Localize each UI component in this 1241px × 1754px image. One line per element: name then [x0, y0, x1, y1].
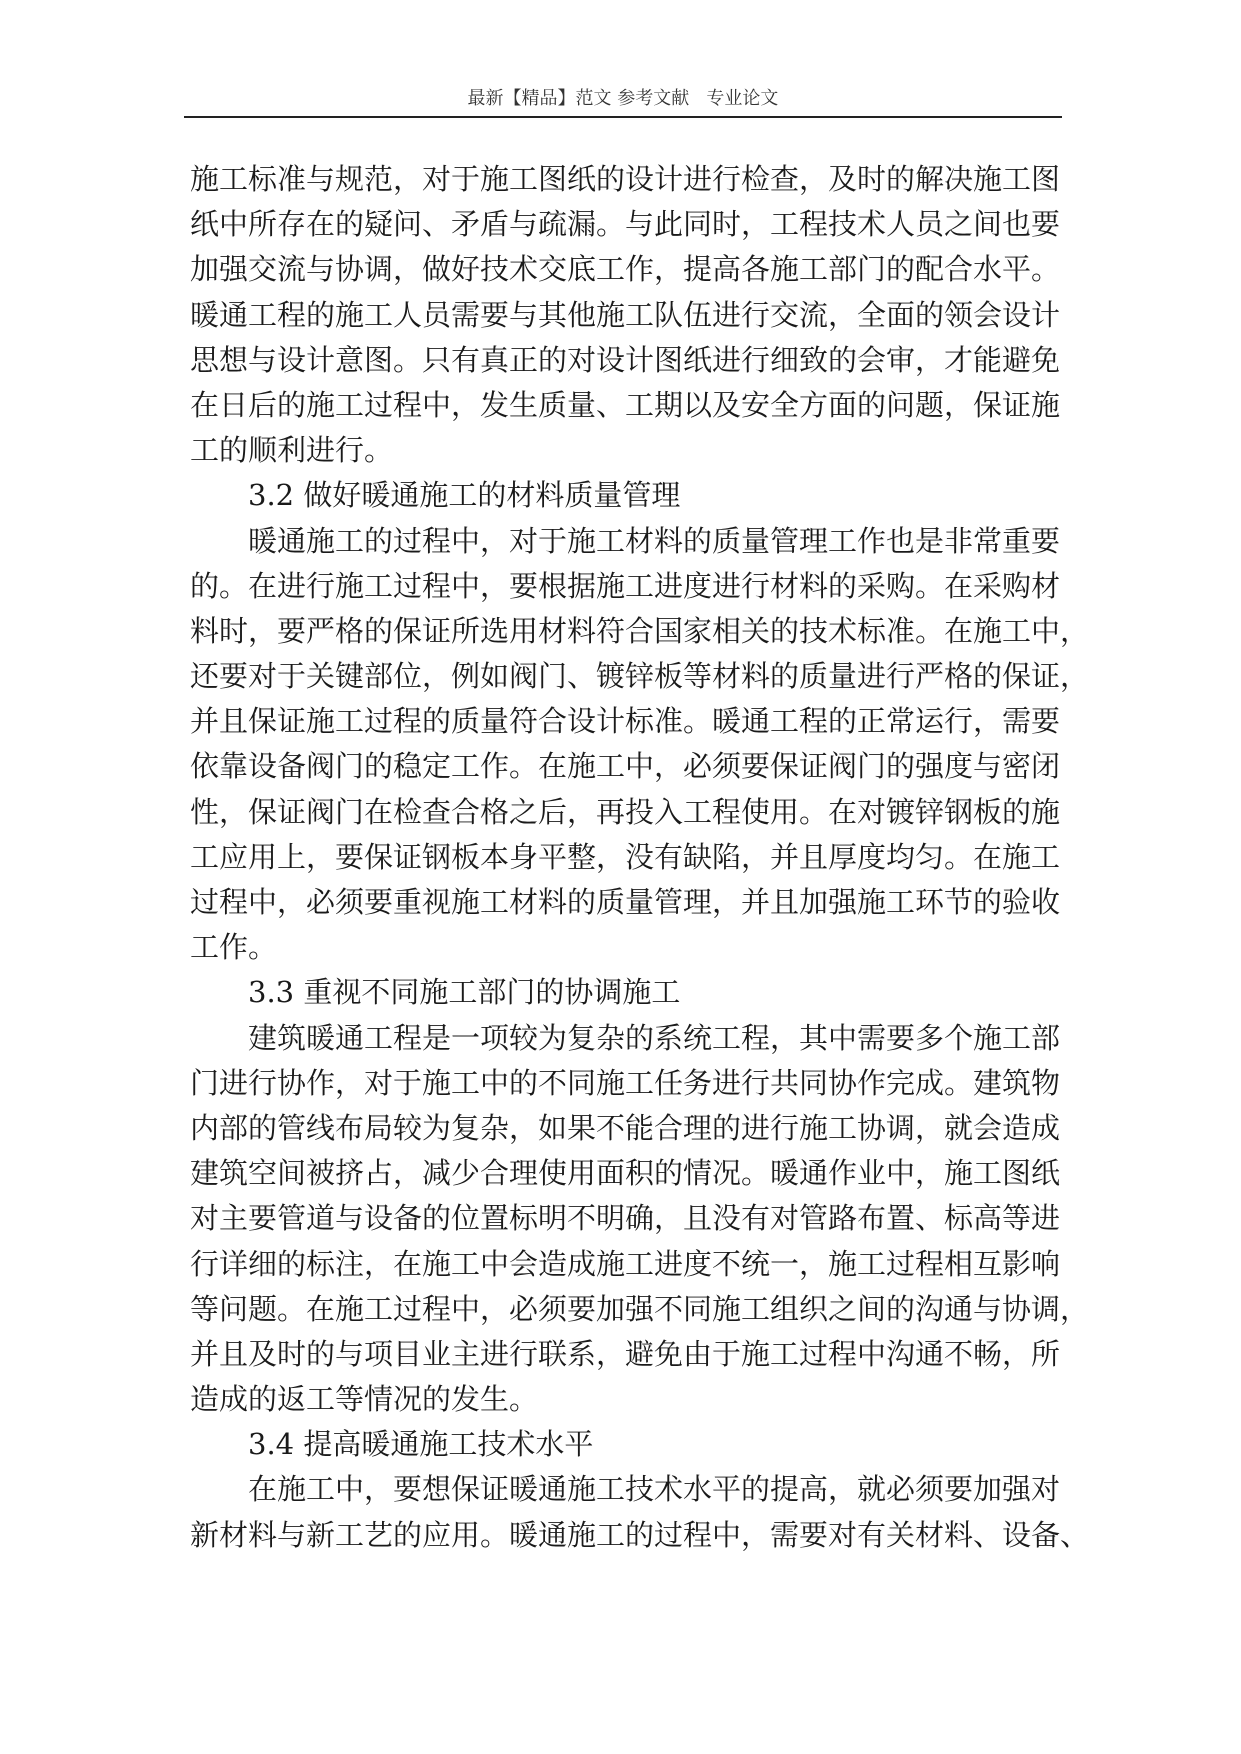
paragraph-line: 过程中，必须要重视施工材料的质量管理，并且加强施工环节的验收: [190, 885, 1061, 919]
paragraph-line: 新材料与新工艺的应用。暖通施工的过程中，需要对有关材料、设备、: [190, 1517, 1090, 1552]
page-header: 最新【精品】范文 参考文献 专业论文: [184, 82, 1062, 118]
paragraph-line: 依靠设备阀门的稳定工作。在施工中，必须要保证阀门的强度与密闭: [190, 749, 1061, 784]
paragraph-line: 的。在进行施工过程中，要根据施工进度进行材料的采购。在采购材: [190, 568, 1061, 603]
paragraph-line: 造成的返工等情况的发生。: [190, 1382, 539, 1417]
paragraph-line: 思想与设计意图。只有真正的对设计图纸进行细致的会审，才能避免: [190, 342, 1061, 377]
paragraph-line: 性，保证阀门在检查合格之后，再投入工程使用。在对镀锌钢板的施: [190, 794, 1061, 829]
paragraph-line: 等问题。在施工过程中，必须要加强不同施工组织之间的沟通与协调，: [190, 1291, 1090, 1326]
paragraph-line: 暖通工程的施工人员需要与其他施工队伍进行交流，全面的领会设计: [190, 297, 1061, 332]
document-body: [190, 157, 1090, 1558]
paragraph-line: 暖通施工的过程中，对于施工材料的质量管理工作也是非常重要: [248, 523, 1061, 558]
section-heading-3-4: 3.4 提高暖通施工技术水平: [248, 1427, 594, 1462]
paragraph-line: 还要对于关键部位，例如阀门、镀锌板等材料的质量进行严格的保证，: [190, 659, 1090, 694]
paragraph-line: 工作。: [190, 930, 278, 965]
paragraph-line: 行详细的标注，在施工中会造成施工进度不统一，施工过程相互影响: [190, 1246, 1061, 1281]
paragraph-line: 在施工中，要想保证暖通施工技术水平的提高，就必须要加强对: [248, 1472, 1061, 1507]
paragraph-line: 内部的管线布局较为复杂，如果不能合理的进行施工协调，就会造成: [190, 1110, 1061, 1145]
paragraph-line: 料时，要严格的保证所选用材料符合国家相关的技术标准。在施工中，: [190, 613, 1090, 648]
paragraph-line: 并且保证施工过程的质量符合设计标准。暖通工程的正常运行，需要: [190, 704, 1061, 739]
section-heading-3-3: 3.3 重视不同施工部门的协调施工: [248, 975, 681, 1010]
paragraph-line: 建筑暖通工程是一项较为复杂的系统工程，其中需要多个施工部: [248, 1020, 1061, 1055]
section-heading-3-2: 3.2 做好暖通施工的材料质量管理: [248, 478, 681, 513]
paragraph-line: 工的顺利进行。: [190, 433, 394, 468]
paragraph-line: 在日后的施工过程中，发生质量、工期以及安全方面的问题，保证施: [190, 387, 1061, 422]
paragraph-line: 对主要管道与设备的位置标明不明确，且没有对管路布置、标高等进: [190, 1201, 1061, 1236]
paragraph-line: 建筑空间被挤占，减少合理使用面积的情况。暖通作业中，施工图纸: [190, 1156, 1061, 1191]
paragraph-line: 加强交流与协调，做好技术交底工作，提高各施工部门的配合水平。: [190, 252, 1061, 287]
paragraph-line: 施工标准与规范，对于施工图纸的设计进行检查，及时的解决施工图: [190, 162, 1061, 196]
paragraph-line: 纸中所存在的疑问、矛盾与疏漏。与此同时，工程技术人员之间也要: [190, 207, 1061, 242]
paragraph-line: 工应用上，要保证钢板本身平整，没有缺陷，并且厚度均匀。在施工: [190, 839, 1061, 874]
paragraph-line: 门进行协作，对于施工中的不同施工任务进行共同协作完成。建筑物: [190, 1065, 1061, 1100]
paragraph-line: 并且及时的与项目业主进行联系，避免由于施工过程中沟通不畅，所: [190, 1336, 1061, 1371]
